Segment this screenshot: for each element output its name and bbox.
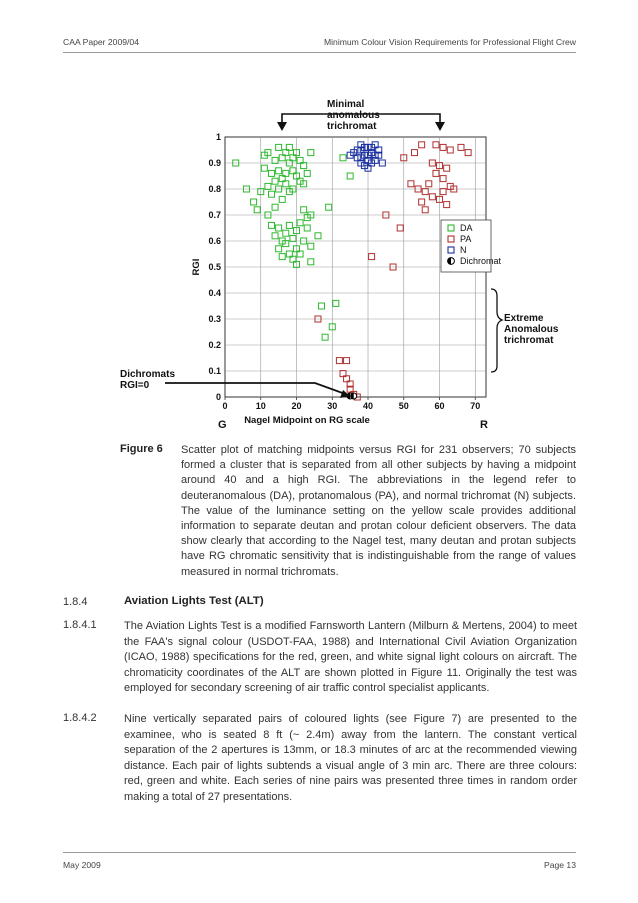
- y-tick-label: 1: [215, 132, 221, 142]
- x-end-label-right: R: [480, 419, 488, 431]
- data-point-pa: [422, 207, 428, 213]
- scatter-chart: [0, 0, 638, 440]
- data-point-da: [297, 220, 303, 226]
- data-point-da: [322, 334, 328, 340]
- y-tick-label: 0.4: [208, 288, 221, 298]
- figure-label: Figure 6: [120, 443, 163, 455]
- data-point-da: [326, 204, 332, 210]
- data-point-da: [315, 233, 321, 239]
- data-point-da: [261, 165, 267, 171]
- data-point-da: [319, 303, 325, 309]
- section-number-1-8-4-1: 1.8.4.1: [63, 619, 97, 631]
- data-point-pa: [444, 202, 450, 208]
- data-point-da: [254, 207, 260, 213]
- annotation-top-line3: trichromat: [327, 121, 377, 132]
- data-point-da: [279, 254, 285, 260]
- data-point-da: [272, 178, 278, 184]
- data-point-pa: [433, 170, 439, 176]
- y-tick-label: 0.3: [208, 314, 221, 324]
- running-header-right: Minimum Colour Vision Requirements for Professional Flight Crew: [323, 37, 576, 47]
- legend-dichromat-label: Dichromat: [460, 256, 502, 266]
- footer-right: Page 13: [543, 860, 576, 870]
- data-point-pa: [440, 189, 446, 195]
- y-tick-label: 0.8: [208, 184, 221, 194]
- data-point-da: [276, 168, 282, 174]
- data-point-pa: [433, 142, 439, 148]
- data-point-da: [276, 225, 282, 231]
- data-point-da: [268, 191, 274, 197]
- data-point-da: [333, 300, 339, 306]
- data-point-da: [308, 243, 314, 249]
- legend: [441, 220, 502, 272]
- data-point-pa: [397, 225, 403, 231]
- extreme-brace: [491, 289, 502, 372]
- data-point-pa: [344, 358, 350, 364]
- data-point-da: [283, 230, 289, 236]
- x-tick-label: 50: [398, 401, 409, 411]
- y-tick-label: 0.5: [208, 262, 221, 272]
- data-point-pa: [411, 150, 417, 156]
- data-point-da: [304, 170, 310, 176]
- x-tick-label: 10: [255, 401, 266, 411]
- annotation-left-line2: RGI=0: [120, 380, 150, 391]
- y-tick-label: 0.6: [208, 236, 221, 246]
- section-number-1-8-4: 1.8.4: [63, 596, 88, 608]
- legend-pa-label: PA: [460, 234, 472, 244]
- figure-caption: Scatter plot of matching midpoints versus RGI for 231 observers; 70 subjects formed a cluster that is separated from all other subjects by having a midpoint around 40 and a high RGI. The abbreviations in the legend refer to deuteranomalous (DA), protanomalous (PA), and normal trichromat (N) subjects. The value of the luminance setting on the yellow scale provides additional information to separate deutan and protan colour deficient observers. The data show clearly that according to the Nagel test, many deutan and protan subjects have RG chromatic sensitivity that is indistinguishable from the range of values measured in normal trichromats.: [181, 444, 576, 578]
- y-tick-label: 0.7: [208, 210, 221, 220]
- paragraph-1-8-4-2: Nine vertically separated pairs of coloured lights (see Figure 7) are presented to the examinee, who is seated 8 ft (~ 2.4m) away from the lantern. The constant vertical separation of the 2 apertures is 13mm, or 18.3 minutes of arc at the recommended viewing distance. Each pair of lights subtends a visual angle of 3 min arc. There are three colours: red, green and white. Each series of nine pairs was presented three times in random order making a total of 27 presentations.: [124, 713, 577, 803]
- data-point-da: [272, 233, 278, 239]
- data-point-pa: [440, 144, 446, 150]
- x-end-label-left: G: [218, 419, 227, 431]
- x-tick-label: 40: [363, 401, 374, 411]
- chart-axes: [191, 132, 488, 431]
- chart-points: [233, 142, 471, 400]
- y-tick-label: 0.1: [208, 366, 221, 376]
- annotation-top-line2: anomalous: [327, 110, 380, 121]
- annotation-right-line3: trichromat: [504, 335, 554, 346]
- data-point-da: [279, 196, 285, 202]
- data-point-da: [308, 259, 314, 265]
- y-tick-label: 0.2: [208, 340, 221, 350]
- data-point-da: [308, 150, 314, 156]
- data-point-da: [301, 207, 307, 213]
- data-point-da: [347, 173, 353, 179]
- data-point-pa: [447, 147, 453, 153]
- data-point-da: [268, 222, 274, 228]
- running-header-left: CAA Paper 2009/04: [63, 37, 139, 47]
- data-point-da: [304, 225, 310, 231]
- data-point-da: [276, 246, 282, 252]
- annotation-left-line1: Dichromats: [120, 369, 176, 380]
- data-point-pa: [426, 181, 432, 187]
- data-point-pa: [458, 144, 464, 150]
- x-tick-label: 30: [327, 401, 338, 411]
- data-point-da: [272, 204, 278, 210]
- x-tick-label: 60: [434, 401, 445, 411]
- data-point-pa: [419, 199, 425, 205]
- data-point-pa: [408, 181, 414, 187]
- footer-rule: [63, 852, 576, 853]
- arrow-left-head: [277, 122, 287, 131]
- annotation-right-line2: Anomalous: [504, 324, 559, 335]
- section-number-1-8-4-2: 1.8.4.2: [63, 712, 97, 724]
- y-tick-label: 0.9: [208, 158, 221, 168]
- data-point-da: [265, 183, 271, 189]
- data-point-pa: [465, 150, 471, 156]
- annotation-top-line1: Minimal: [327, 99, 365, 110]
- data-point-da: [286, 222, 292, 228]
- legend-n-label: N: [460, 245, 467, 255]
- data-point-da: [251, 199, 257, 205]
- data-point-pa: [444, 165, 450, 171]
- footer-left: May 2009: [63, 860, 101, 870]
- y-axis-label: RGI: [191, 258, 202, 276]
- paragraph-1-8-4-1: The Aviation Lights Test is a modified Farnsworth Lantern (Milburn & Mertens, 2004) to meet the FAA's signal colour (USDOT-FAA, 1988) and International Civil Aviation Organization (ICAO, 1988) specifications for the red, green, and white signal light colours on aircraft. The chromaticity coordinates of the ALT are shown plotted in Figure 11. Originally the test was employed for secondary screening of air traffic control specialist applicants.: [124, 620, 577, 695]
- legend-da-label: DA: [460, 223, 473, 233]
- x-tick-label: 70: [470, 401, 481, 411]
- data-point-da: [276, 144, 282, 150]
- data-point-da: [268, 170, 274, 176]
- data-point-pa: [419, 142, 425, 148]
- annotation-right-line1: Extreme: [504, 313, 544, 324]
- x-axis-label: Nagel Midpoint on RG scale: [244, 415, 370, 426]
- y-tick-label: 0: [215, 392, 221, 402]
- dichromat-arrow-line: [165, 383, 348, 395]
- data-point-da: [340, 155, 346, 161]
- x-tick-label: 20: [291, 401, 302, 411]
- data-point-da: [290, 235, 296, 241]
- x-tick-label: 0: [222, 401, 228, 411]
- data-point-pa: [440, 176, 446, 182]
- data-point-pa: [429, 194, 435, 200]
- data-point-pa: [369, 254, 375, 260]
- data-point-da: [272, 157, 278, 163]
- arrow-right-head: [435, 122, 445, 131]
- section-title-1-8-4: Aviation Lights Test (ALT): [124, 595, 264, 607]
- data-point-pa: [336, 358, 342, 364]
- data-point-pa: [422, 189, 428, 195]
